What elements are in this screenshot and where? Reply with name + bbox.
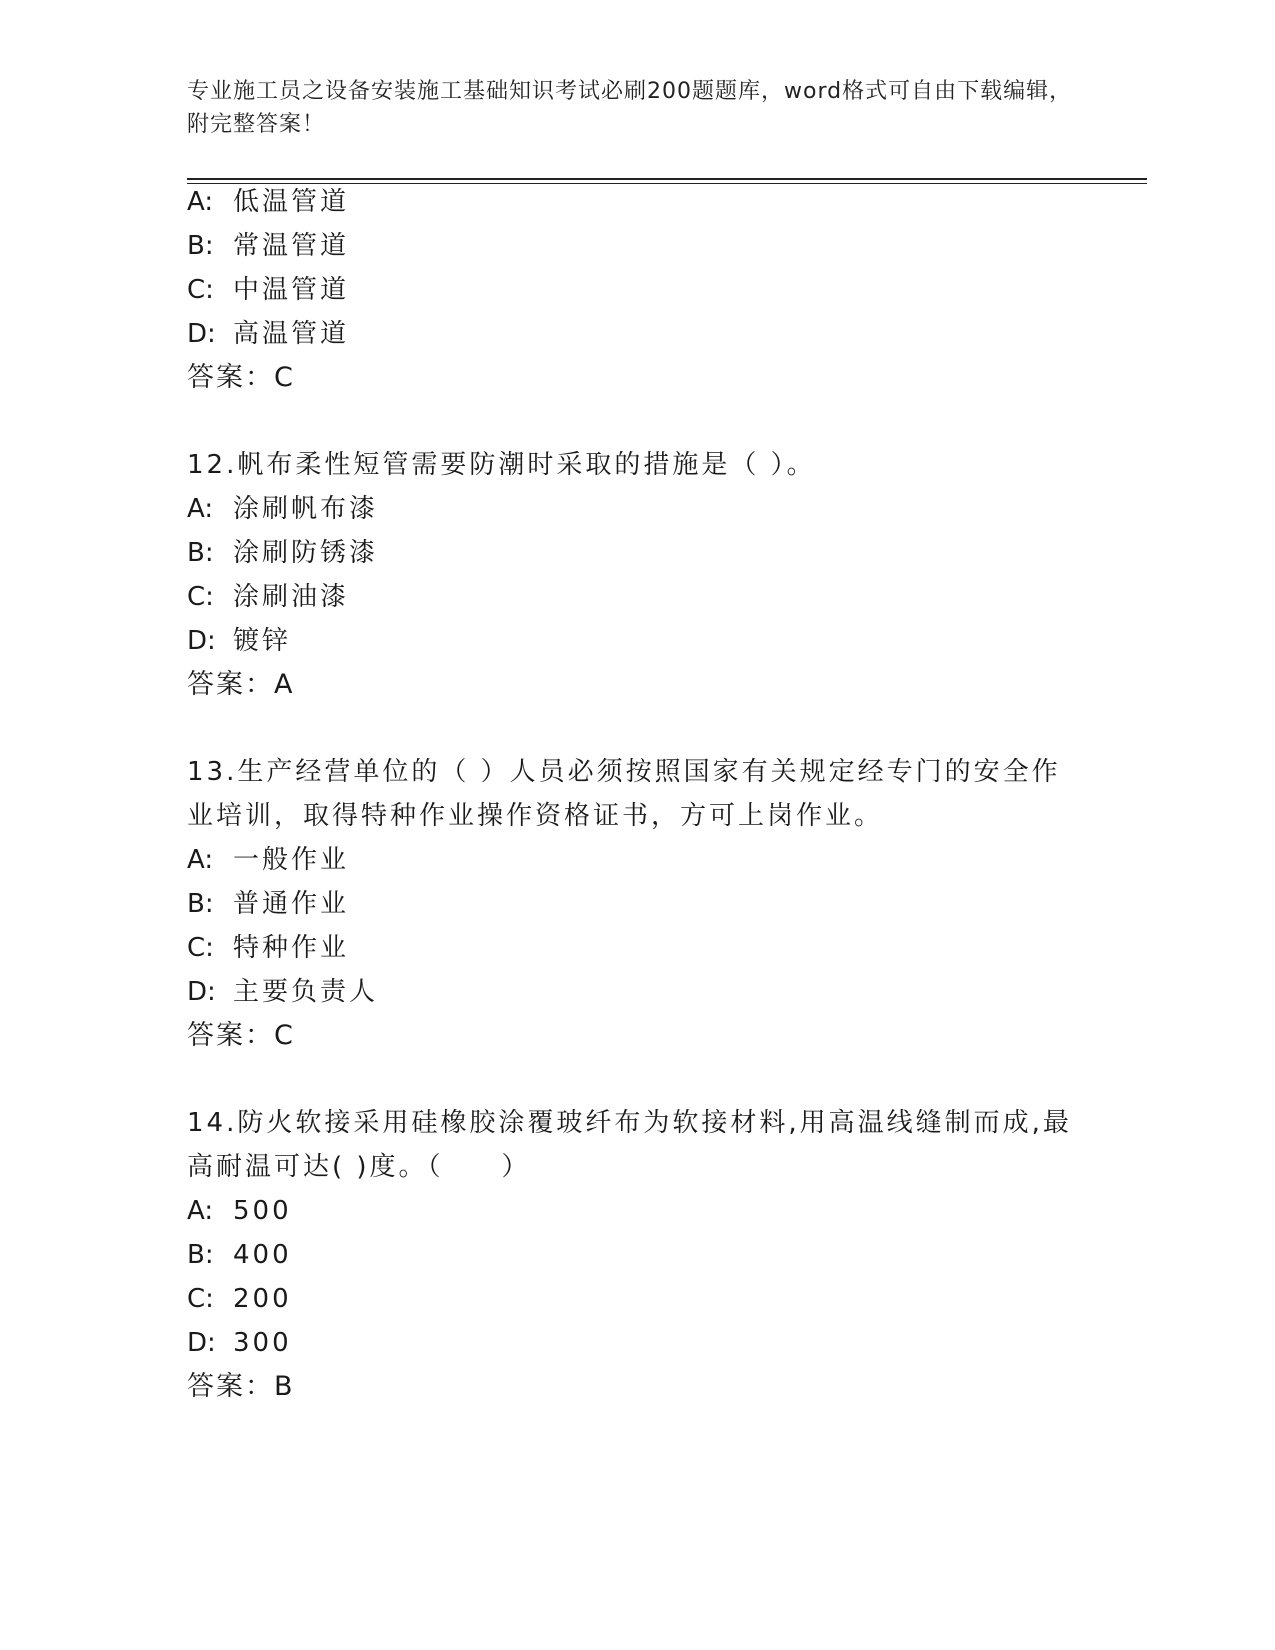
question-12: 12.帆布柔性短管需要防潮时采取的措施是（ ）。	[187, 450, 816, 480]
option-text: 特种作业	[233, 933, 350, 963]
option-letter: B:	[187, 538, 214, 568]
option-text: 高温管道	[233, 319, 350, 349]
option-text: 常温管道	[233, 231, 350, 261]
question-13-line-2: 业培训，取得特种作业操作资格证书，方可上岗作业。	[187, 801, 884, 831]
header-divider-thick	[187, 178, 1147, 180]
answer-line: 答案：B	[187, 1371, 295, 1402]
question-13-line-1: 13.生产经营单位的（ ）人员必须按照国家有关规定经专门的安全作	[187, 757, 1061, 787]
option-a	[187, 186, 349, 218]
option-text: 涂刷防锈漆	[233, 538, 379, 568]
question-14-line-2: 高耐温可达( )度。（ ）	[187, 1152, 531, 1182]
option-letter: D:	[187, 319, 216, 349]
option-text: 低温管道	[233, 187, 350, 217]
option-letter: C:	[187, 1284, 214, 1314]
question-14-line-1: 14.防火软接采用硅橡胶涂覆玻纤布为软接材料,用高温线缝制而成,最	[187, 1108, 1072, 1138]
option-letter: D:	[187, 977, 216, 1007]
header-divider-thin	[187, 183, 1147, 184]
option-letter: D:	[187, 626, 216, 656]
option-letter: D:	[187, 1328, 216, 1358]
option-d	[187, 976, 378, 1008]
option-letter: A:	[187, 187, 214, 217]
option-text: 涂刷帆布漆	[233, 494, 379, 524]
answer-line: 答案：C	[187, 362, 295, 393]
option-letter: B:	[187, 1240, 214, 1270]
option-text: 500	[233, 1196, 292, 1226]
option-b	[187, 230, 349, 262]
option-c	[187, 932, 349, 964]
option-text: 主要负责人	[233, 977, 379, 1007]
option-text: 400	[233, 1240, 292, 1270]
option-a	[187, 844, 349, 876]
option-letter: A:	[187, 845, 214, 875]
option-d	[187, 318, 349, 350]
option-b	[187, 537, 378, 569]
option-text: 普通作业	[233, 889, 350, 919]
option-letter: A:	[187, 494, 214, 524]
option-text: 200	[233, 1284, 292, 1314]
document-header: 专业施工员之设备安装施工基础知识考试必刷200题题库，word格式可自由下载编辑，附完整答案！	[187, 79, 1073, 137]
option-c	[187, 274, 349, 306]
option-letter: C:	[187, 275, 214, 305]
option-text: 一般作业	[233, 845, 350, 875]
option-text: 涂刷油漆	[233, 582, 350, 612]
option-d	[187, 1327, 292, 1359]
option-c	[187, 581, 349, 613]
option-text: 镀锌	[233, 626, 292, 656]
answer-line: 答案：A	[187, 669, 295, 700]
option-a	[187, 493, 378, 525]
option-text: 300	[233, 1328, 292, 1358]
option-d	[187, 625, 291, 657]
option-text: 中温管道	[233, 275, 350, 305]
answer-line: 答案：C	[187, 1020, 295, 1051]
option-b	[187, 888, 349, 920]
option-c	[187, 1283, 292, 1315]
option-a	[187, 1195, 292, 1227]
option-letter: C:	[187, 933, 214, 963]
option-letter: B:	[187, 231, 214, 261]
option-letter: A:	[187, 1196, 214, 1226]
option-letter: B:	[187, 889, 214, 919]
option-b	[187, 1239, 292, 1271]
option-letter: C:	[187, 582, 214, 612]
